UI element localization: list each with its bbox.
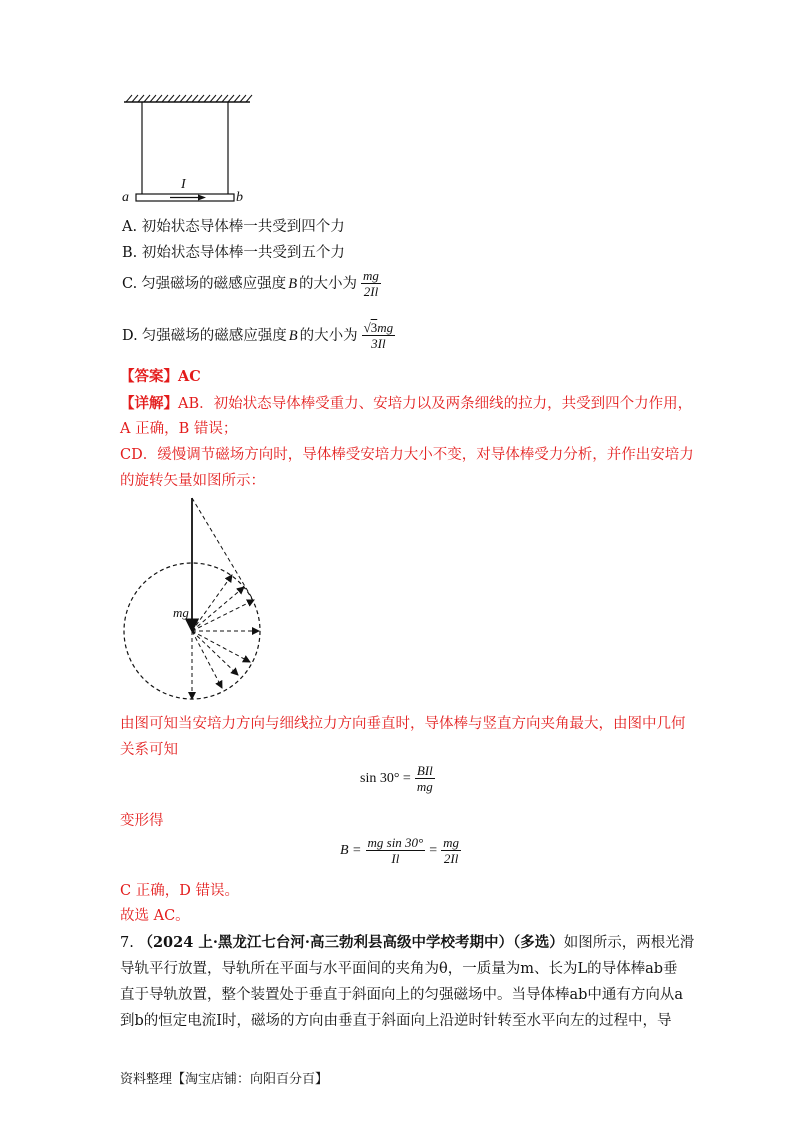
detail-line-2: A 正确，B 错误； xyxy=(120,421,238,437)
question-7-number: 7. xyxy=(120,935,134,951)
answer-label: 【答案】 xyxy=(120,368,178,385)
detail-line-8: C 正确，D 错误。 xyxy=(120,883,239,899)
option-c-letter: C. xyxy=(122,275,138,292)
option-a-letter: A. xyxy=(122,219,138,235)
option-c-var: B xyxy=(288,275,298,292)
option-c-fraction xyxy=(361,268,381,299)
eq1-numerator: BIl xyxy=(416,763,433,778)
eq1-fraction xyxy=(415,763,435,794)
detail-line-6: 关系可知 xyxy=(120,742,178,758)
equation-1 xyxy=(360,763,439,794)
force-vectors xyxy=(192,575,259,688)
question-7-line-3: 直于导轨放置，整个装置处于垂直于斜面向上的匀强磁场中。当导体棒ab中通有方向从a xyxy=(120,987,684,1003)
option-c-numerator: mg xyxy=(363,268,379,283)
option-c-denominator: 2Il xyxy=(363,284,379,299)
option-b-letter: B. xyxy=(122,245,138,261)
eq2-fraction-2 xyxy=(441,835,461,866)
question-7-source: （2024 上·黑龙江七台河·高三勃利县高级中学校考期中）（多选） xyxy=(138,934,564,951)
equation-2 xyxy=(340,835,465,866)
option-d-fraction xyxy=(362,320,396,351)
question-7-line-1-rest: 如图所示，两根光滑 xyxy=(563,935,695,951)
question-7-line-1 xyxy=(120,932,694,954)
eq2-numerator-2: mg xyxy=(443,835,460,850)
detail-line-3: CD．缓慢调节磁场方向时，导体棒受安培力大小不变，对导体棒受力分析，并作出安培力 xyxy=(120,447,694,463)
question-7-line-2: 导轨平行放置，导轨所在平面与水平面间的夹角为θ，一质量为m、长为L的导体棒ab垂 xyxy=(120,961,678,977)
tangent-line xyxy=(192,498,252,598)
eq2-numerator-1: mg sin 30° xyxy=(367,835,424,850)
detail-label: 【详解】 xyxy=(120,395,178,412)
option-c-text: 匀强磁场的磁感应强度 xyxy=(141,275,287,292)
option-b-text: 初始状态导体棒一共受到五个力 xyxy=(141,245,345,261)
detail-line-7: 变形得 xyxy=(120,813,164,829)
option-c-suffix: 的大小为 xyxy=(299,275,358,292)
eq2-lhs: B = xyxy=(340,842,362,858)
option-d-letter: D. xyxy=(122,327,138,344)
label-a: a xyxy=(122,190,129,205)
eq2-equals: = xyxy=(429,842,438,858)
option-c xyxy=(122,268,381,299)
option-d-var: B xyxy=(288,327,298,344)
option-d-numerator: √3mg xyxy=(363,320,394,335)
label-mg: mg xyxy=(173,605,189,620)
option-d-num-mg: mg xyxy=(377,320,394,335)
option-d-sqrt-arg: 3 xyxy=(370,320,378,335)
option-a-text: 初始状态导体棒一共受到四个力 xyxy=(141,219,345,235)
option-d-denominator: 3Il xyxy=(371,336,386,351)
eq2-denominator-2: 2Il xyxy=(443,851,459,866)
detail-line-5: 由图可知当安培力方向与细线拉力方向垂直时，导体棒与竖直方向夹角最大，由图中几何 xyxy=(120,716,686,732)
option-a xyxy=(122,216,345,238)
eq2-fraction-1 xyxy=(366,835,426,866)
eq1-lhs: sin 30° = xyxy=(360,770,411,786)
ceiling-hatching xyxy=(126,95,252,102)
question-7-line-4: 到b的恒定电流I时，磁场的方向由垂直于斜面向上沿逆时针转至水平向左的过程中，导 xyxy=(120,1013,672,1029)
option-d xyxy=(122,320,395,351)
eq1-denominator: mg xyxy=(416,779,433,794)
footer-text: 资料整理【淘宝店铺：向阳百分百】 xyxy=(120,1072,329,1087)
detail-line-4: 的旋转矢量如图所示： xyxy=(120,473,265,489)
label-I: I xyxy=(181,177,186,192)
option-d-text: 匀强磁场的磁感应强度 xyxy=(141,327,287,344)
option-b xyxy=(122,242,345,264)
detail-line-9: 故选 AC。 xyxy=(120,908,190,924)
answer-value: AC xyxy=(178,368,201,385)
answer-line xyxy=(120,366,201,388)
detail-line-1 xyxy=(120,393,692,415)
figure-rotating-vector xyxy=(118,492,278,704)
option-d-suffix: 的大小为 xyxy=(299,327,358,344)
label-b: b xyxy=(236,190,243,205)
detail-line-1-text: AB．初始状态导体棒受重力、安培力以及两条细线的拉力，共受到四个力作用， xyxy=(178,396,693,412)
eq2-denominator-1: Il xyxy=(391,851,400,866)
